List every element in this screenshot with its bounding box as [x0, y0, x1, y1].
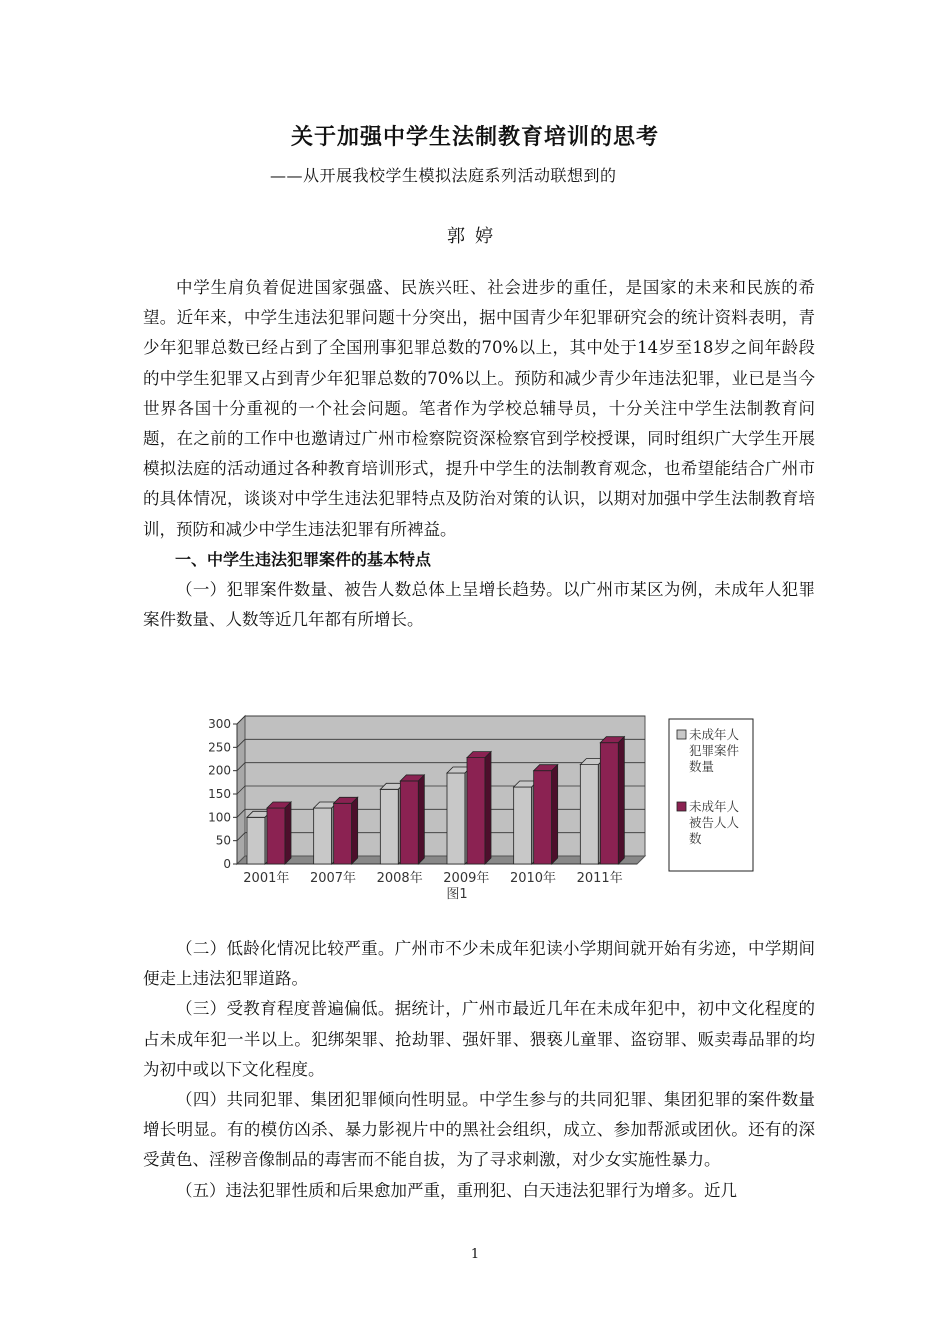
y-tick-label: 50 — [215, 833, 231, 848]
author-name: 郭婷 — [447, 226, 503, 247]
intro-section — [143, 273, 815, 635]
y-tick-label: 0 — [223, 857, 231, 871]
page-number: 1 — [470, 1247, 480, 1262]
y-tick-label: 200 — [208, 763, 231, 778]
point-paragraph: （二）低龄化情况比较严重。广州市不少未成年犯读小学期间就开始有劣迹，中学期间便走上违法犯罪道路。 — [143, 939, 815, 989]
bar — [580, 765, 598, 864]
bar-side — [285, 802, 291, 864]
legend-swatch — [677, 730, 686, 739]
x-tick-label: 2010年 — [509, 871, 557, 886]
legend-swatch — [677, 802, 686, 811]
bar-side — [552, 765, 558, 864]
point-paragraph: （三）受教育程度普遍偏低。据统计，广州市最近几年在未成年犯中，初中文化程度的占未成年犯一半以上。犯绑架罪、抢劫罪、强奸罪、猥亵儿童罪、盗窃罪、贩卖毒品罪的均为初中或以下文化程度。 — [143, 999, 815, 1079]
bar — [447, 773, 465, 864]
bar — [514, 787, 532, 864]
x-tick-label: 2001年 — [243, 871, 290, 886]
x-tick-label: 2009年 — [443, 871, 490, 886]
x-tick-label: 2007年 — [309, 871, 357, 886]
bar — [400, 781, 418, 864]
bar — [267, 808, 285, 864]
y-tick-label: 250 — [208, 740, 231, 755]
x-tick-label: 2011年 — [576, 871, 623, 886]
legend-label: 数量 — [689, 759, 715, 774]
y-tick-label: 300 — [208, 717, 231, 731]
point-paragraph: （五）违法犯罪性质和后果愈加严重，重刑犯、白天违法犯罪行为增多。近几 — [176, 1180, 737, 1200]
section-heading: 一、中学生违法犯罪案件的基本特点 — [175, 549, 432, 569]
bar-side — [485, 752, 491, 864]
legend-label: 数 — [689, 831, 702, 846]
bar-side — [618, 737, 624, 864]
chart-caption: 图1 — [446, 887, 468, 902]
bar-chart — [195, 708, 765, 908]
point-paragraph: （四）共同犯罪、集团犯罪倾向性明显。中学生参与的共同犯罪、集团犯罪的案件数量增长明显。有的模仿凶杀、暴力影视片中的黑社会组织，成立、参加帮派或团伙。还有的深受黄色、淫秽音像制品的毒害而不能自拔，为了寻求刺激，对少女实施性暴力。 — [143, 1090, 815, 1170]
document-subtitle: ——从开展我校学生模拟法庭系列活动联想到的 — [270, 166, 617, 185]
y-tick-label: 150 — [208, 787, 231, 801]
point-paragraph: （一）犯罪案件数量、被告人数总体上呈增长趋势。以广州市某区为例，未成年人犯罪案件数量、人数等近几年都有所增长。 — [143, 580, 815, 630]
bar — [600, 743, 618, 864]
legend-label: 未成年人 — [689, 727, 740, 742]
legend-label: 未成年人 — [689, 799, 740, 814]
bar — [334, 803, 352, 864]
x-tick-label: 2008年 — [376, 871, 423, 886]
bar-side — [418, 775, 424, 864]
bar — [314, 808, 332, 864]
document-title: 关于加强中学生法制教育培训的思考 — [290, 125, 659, 150]
legend-label: 被告人人 — [689, 815, 740, 830]
bar-side — [352, 797, 358, 864]
bar — [467, 758, 485, 864]
points-section — [143, 934, 815, 1206]
intro-paragraph: 中学生肩负着促进国家强盛、民族兴旺、社会进步的重任，是国家的未来和民族的希望。近年来，中学生违法犯罪问题十分突出，据中国青少年犯罪研究会的统计资料表明，青少年犯罪总数已经占到了全国刑事犯罪总数的70%以上，其中处于14岁至18岁之间年龄段的中学生犯罪又占到青少年犯罪总数的70%以上。预防和减少青少年违法犯罪，业已是当今世界各国十分重视的一个社会问题。笔者作为学校总辅导员，十分关注中学生法制教育问题，在之前的工作中也邀请过广州市检察院资深检察官到学校授课，同时组织广大学生开展模拟法庭的活动通过各种教育培训形式，提升中学生的法制教育观念，也希望能结合广州市的具体情况，谈谈对中学生违法犯罪特点及防治对策的认识，以期对加强中学生法制教育培训，预防和减少中学生违法犯罪有所裨益。 — [143, 278, 815, 539]
legend-label: 犯罪案件 — [689, 743, 740, 758]
bar — [534, 771, 552, 864]
bar — [247, 817, 265, 864]
y-tick-label: 100 — [208, 810, 231, 825]
bar — [380, 789, 398, 864]
